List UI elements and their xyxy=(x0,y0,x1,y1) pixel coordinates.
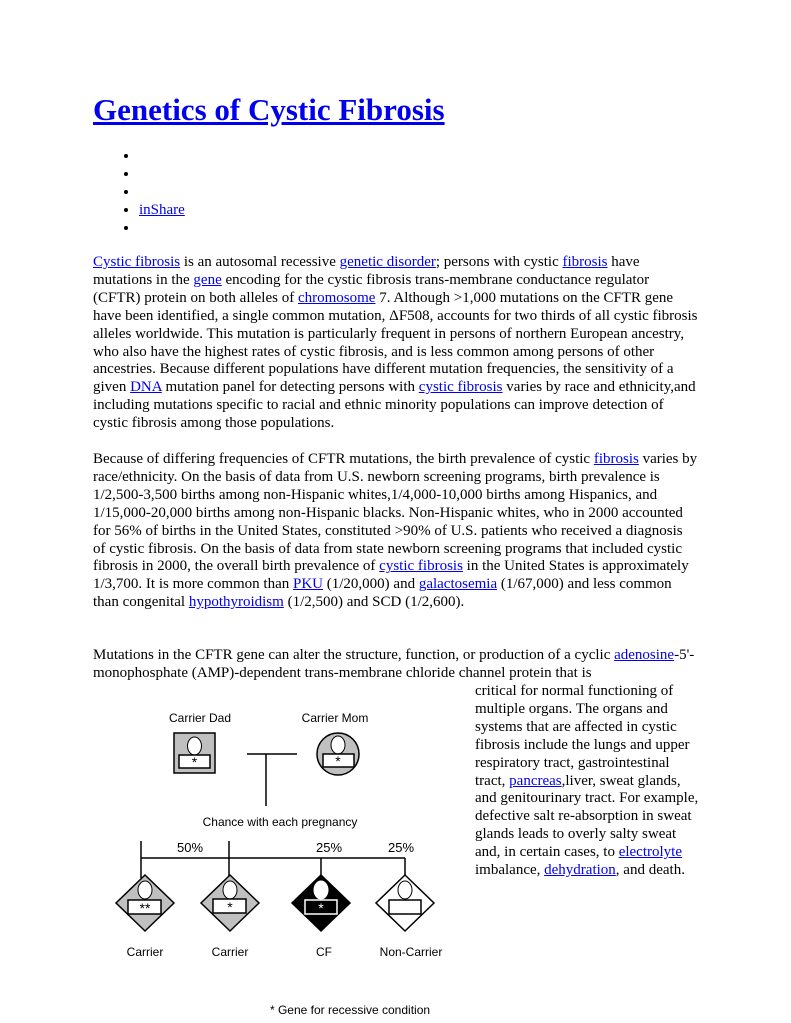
child-carrier-1 xyxy=(116,875,174,931)
child-label-4: Non-Carrier xyxy=(379,945,443,959)
link-electrolyte[interactable]: electrolyte xyxy=(618,844,682,861)
link-cystic-fibrosis[interactable]: Cystic fibrosis xyxy=(93,254,181,270)
text: varies by race/ethnicity. On the basis of data from U.S. newborn screening programs, birth prevalence is 1/2,500-3,500 births among non-Hispanic whites,1/4,000-10,000 births among Hispanics, and 1/15,000-20,000 births among non-Hispanic blacks. Non-Hispanic whites, who in 2000 accounted for 56% of births in the United States, constituted >90% of U.S. patients who received a diagnosis of cystic fibrosis. On the basis of data from state newborn screening programs that included cystic fibrosis in 2000, the overall birth prevalence of xyxy=(93,451,698,575)
dad-symbol xyxy=(174,733,215,773)
link-hypothyroidism[interactable]: hypothyroidism xyxy=(188,594,284,611)
link-adenosine[interactable]: adenosine xyxy=(614,647,675,663)
dad-label: Carrier Dad xyxy=(168,711,232,725)
inheritance-diagram xyxy=(113,700,453,1020)
inshare-link[interactable]: inShare xyxy=(139,202,185,218)
link-pku[interactable]: PKU xyxy=(292,576,323,593)
text: Mutations in the CFTR gene can alter the structure, function, or production of a cyclic xyxy=(93,647,615,663)
head xyxy=(223,881,237,899)
mom-head xyxy=(331,736,345,754)
share-item[interactable] xyxy=(139,183,185,201)
paragraph-mutations-continued xyxy=(475,683,700,880)
text: mutation panel for detecting persons with xyxy=(161,379,419,396)
pct-25b: 25% xyxy=(387,840,415,855)
paragraph-prevalence xyxy=(93,451,698,612)
chance-label: Chance with each pregnancy xyxy=(202,815,358,829)
link-dehydration[interactable]: dehydration xyxy=(544,862,616,879)
footnote: * Gene for recessive condition xyxy=(269,1003,431,1017)
child-label-3: CF xyxy=(316,945,332,959)
text: have mutations in the xyxy=(93,254,640,288)
link-cystic-fibrosis[interactable]: cystic fibrosis xyxy=(418,379,503,396)
share-item[interactable] xyxy=(139,219,185,237)
gene-box xyxy=(389,900,421,914)
text: is an autosomal recessive xyxy=(180,254,340,270)
text: in the United States is approximately 1/3,700. It is more common than xyxy=(93,558,689,593)
paragraph-mutations xyxy=(93,647,698,683)
mom-label: Carrier Mom xyxy=(301,711,369,725)
head xyxy=(138,881,152,899)
child-cf xyxy=(292,875,350,931)
link-dna[interactable]: DNA xyxy=(130,379,162,396)
child-label-2: Carrier xyxy=(211,945,249,959)
text: (1/67,000) and less common than congenital xyxy=(93,576,672,611)
text: varies by race and ethnicity,and including mutations specific to racial and ethnic minority populations can improve detection of cystic fibrosis among those populations. xyxy=(93,379,696,432)
text: , and death. xyxy=(615,862,685,879)
link-galactosemia[interactable]: galactosemia xyxy=(418,576,498,593)
link-cystic-fibrosis[interactable]: cystic fibrosis xyxy=(379,558,463,575)
child-carrier-2 xyxy=(201,875,259,931)
head xyxy=(314,881,328,899)
mark: * xyxy=(318,900,324,916)
text: 7. Although >1,000 mutations on the CFTR gene have been identified, a single common mutation, ΔF508, accounts for two thirds of all cystic fibrosis alleles worldwide. This mutation is particularly frequent in persons of northern European ancestry, who also have the highest rates of cystic fibrosis, and is less common among persons of other ancestries. Because different populations have different mutation frequencies, the sensitivity of a given xyxy=(93,289,698,396)
pct-50: 50% xyxy=(176,840,204,855)
link-genetic-disorder[interactable]: genetic disorder xyxy=(339,254,436,270)
share-item[interactable] xyxy=(139,165,185,183)
mom-mark: * xyxy=(335,753,341,769)
head xyxy=(398,881,412,899)
mark: ** xyxy=(139,900,151,916)
link-fibrosis[interactable]: fibrosis xyxy=(562,254,608,270)
mom-symbol xyxy=(317,733,359,775)
page-title-link[interactable]: Genetics of Cystic Fibrosis xyxy=(93,92,445,127)
pct-25a: 25% xyxy=(315,840,343,855)
text: ,liver, sweat glands, and genitourinary tract. For example, defective salt re-absorption in sweat glands leads to overly salty sweat and, in certain cases, to xyxy=(475,772,699,861)
link-fibrosis[interactable]: fibrosis xyxy=(593,451,639,467)
mark: * xyxy=(227,899,233,915)
text: (1/2,500) and SCD (1/2,600). xyxy=(283,594,465,611)
text: critical for normal functioning of multiple organs. The organs and systems that are affected in cystic fibrosis include the lungs and upper respiratory tract, gastrointestinal tract, xyxy=(475,683,690,789)
share-item[interactable] xyxy=(139,147,185,165)
text: imbalance, xyxy=(475,862,545,879)
child-label-1: Carrier xyxy=(126,945,164,959)
paragraph-intro xyxy=(93,254,698,433)
share-list xyxy=(93,147,185,237)
dad-head xyxy=(188,737,202,755)
text: (1/20,000) and xyxy=(323,576,419,593)
link-gene[interactable]: gene xyxy=(193,271,222,288)
share-item-inshare[interactable] xyxy=(139,201,185,219)
page-title[interactable] xyxy=(93,92,445,128)
link-chromosome[interactable]: chromosome xyxy=(297,289,376,306)
dad-mark: * xyxy=(191,754,198,770)
link-pancreas[interactable]: pancreas xyxy=(509,772,562,789)
text: -5'-monophosphate (AMP)-dependent trans-membrane chloride channel protein that is xyxy=(93,647,695,681)
text: Because of differing frequencies of CFTR mutations, the birth prevalence of cystic xyxy=(93,451,594,467)
child-non-carrier xyxy=(376,875,434,931)
text: ; persons with cystic xyxy=(435,254,563,270)
text: encoding for the cystic fibrosis trans-membrane conductance regulator (CFTR) protein on both alleles of xyxy=(93,271,650,306)
